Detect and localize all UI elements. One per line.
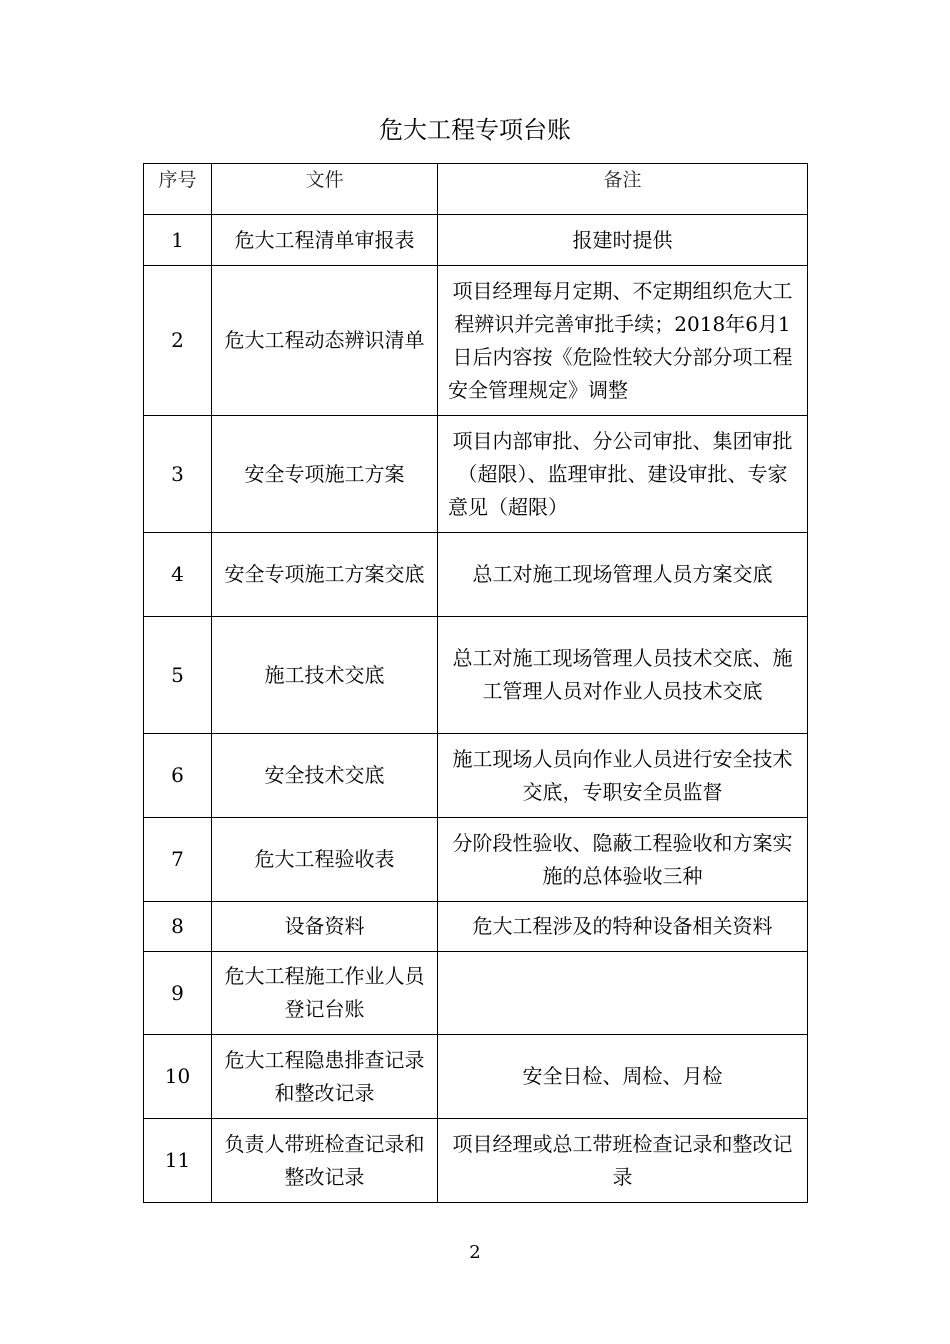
row-file: 危大工程施工作业人员登记台账 — [212, 952, 438, 1035]
row-no: 10 — [144, 1035, 212, 1119]
row-note: 项目内部审批、分公司审批、集团审批（超限）、监理审批、建设审批、专家意见（超限） — [438, 416, 808, 533]
table-row — [144, 1035, 808, 1119]
row-note: 施工现场人员向作业人员进行安全技术交底，专职安全员监督 — [438, 734, 808, 818]
document-title: 危大工程专项台账 — [379, 116, 571, 144]
row-file: 安全专项施工方案交底 — [212, 533, 438, 617]
row-note: 总工对施工现场管理人员技术交底、施工管理人员对作业人员技术交底 — [438, 617, 808, 734]
row-note: 总工对施工现场管理人员方案交底 — [438, 533, 808, 617]
row-note: 安全日检、周检、月检 — [438, 1035, 808, 1119]
table-row — [144, 533, 808, 617]
row-no: 2 — [144, 266, 212, 416]
table-row — [144, 952, 808, 1035]
table-row — [144, 266, 808, 416]
table-row — [144, 416, 808, 533]
row-no: 9 — [144, 952, 212, 1035]
row-file: 负责人带班检查记录和整改记录 — [212, 1119, 438, 1203]
row-note: 项目经理每月定期、不定期组织危大工程辨识并完善审批手续；2018年6月1日后内容按《危险性较大分部分项工程安全管理规定》调整 — [438, 266, 808, 416]
row-note — [438, 952, 808, 1035]
row-note: 分阶段性验收、隐蔽工程验收和方案实施的总体验收三种 — [438, 818, 808, 902]
row-file: 安全技术交底 — [212, 734, 438, 818]
ledger-table — [143, 163, 808, 1203]
table-row — [144, 617, 808, 734]
row-no: 11 — [144, 1119, 212, 1203]
row-no: 4 — [144, 533, 212, 617]
table-row — [144, 215, 808, 266]
row-no: 1 — [144, 215, 212, 266]
table-row — [144, 734, 808, 818]
row-no: 3 — [144, 416, 212, 533]
table-row — [144, 1119, 808, 1203]
header-note: 备注 — [438, 164, 808, 215]
row-no: 7 — [144, 818, 212, 902]
row-no: 8 — [144, 902, 212, 952]
row-file: 施工技术交底 — [212, 617, 438, 734]
header-file: 文件 — [212, 164, 438, 215]
row-file: 危大工程隐患排查记录和整改记录 — [212, 1035, 438, 1119]
row-no: 5 — [144, 617, 212, 734]
page-number: 2 — [469, 1242, 481, 1263]
row-file: 安全专项施工方案 — [212, 416, 438, 533]
table-header-row — [144, 164, 808, 215]
row-note: 报建时提供 — [438, 215, 808, 266]
row-file: 危大工程清单审报表 — [212, 215, 438, 266]
row-file: 危大工程验收表 — [212, 818, 438, 902]
table-row — [144, 902, 808, 952]
row-note: 危大工程涉及的特种设备相关资料 — [438, 902, 808, 952]
row-file: 危大工程动态辨识清单 — [212, 266, 438, 416]
row-file: 设备资料 — [212, 902, 438, 952]
row-note: 项目经理或总工带班检查记录和整改记录 — [438, 1119, 808, 1203]
header-no: 序号 — [144, 164, 212, 215]
row-no: 6 — [144, 734, 212, 818]
table-row — [144, 818, 808, 902]
